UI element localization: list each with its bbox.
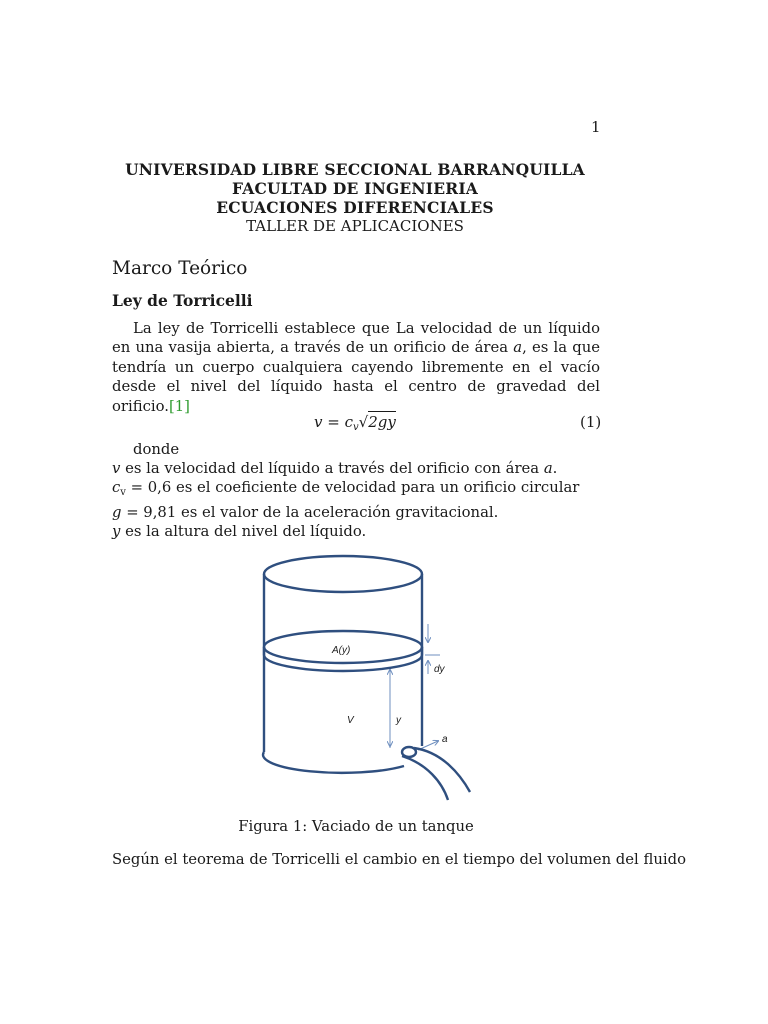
closing-text: Según el teorema de Torricelli el cambio en el tiempo del volumen del fluido [112, 851, 686, 868]
donde-label: donde [133, 441, 180, 458]
subsection-title: Ley de Torricelli [112, 291, 253, 310]
intro-text: La ley de Torricelli establece que La velocidad de un líquido en una vasija abierta, a través de un orificio de área [112, 320, 600, 357]
definitions-list [112, 440, 579, 541]
eq-sqrt-symbol: √ [358, 413, 369, 431]
label-area: A(y) [332, 645, 351, 656]
citation-link[interactable]: [1] [168, 397, 190, 415]
label-height: y [396, 715, 401, 726]
eq-radicand: 2gy [368, 413, 396, 431]
def-var-g: g [112, 503, 122, 521]
section-title: Marco Teórico [112, 258, 248, 279]
tank-top-ellipse [264, 556, 422, 592]
def-text-cv: = 0,6 es el coeficiente de velocidad para un orificio circular [125, 479, 580, 497]
torricelli-equation [314, 413, 396, 433]
tank-figure [252, 552, 482, 808]
header-course: ECUACIONES DIFERENCIALES [216, 198, 494, 217]
definition-v [112, 459, 579, 478]
jet-inner-curve [402, 756, 448, 800]
definition-g [112, 503, 579, 522]
label-dy: dy [434, 664, 445, 675]
tank-diagram [252, 552, 482, 804]
def-var-y: y [112, 522, 121, 540]
definition-cv [112, 478, 579, 502]
document-header [0, 160, 710, 236]
intro-text-2: , es la que tendría un cuerpo cualquiera cayendo libremente en el vacío desde el nivel del líquido hasta el centro de gravedad del orificio. [112, 339, 600, 415]
header-faculty: FACULTAD DE INGENIERIA [231, 179, 479, 198]
figure-caption: Figura 1: Vaciado de un tanque [238, 818, 474, 835]
eq-equals: = [322, 413, 345, 431]
tank-bottom-arc [263, 752, 404, 773]
def-var-c: c [112, 479, 121, 497]
def-text-g: = 9,81 es el valor de la aceleración gravitacional. [121, 503, 499, 521]
eq-lhs: v [314, 413, 323, 431]
def-end-v: . [552, 460, 558, 478]
def-text-y: es la altura del nivel del líquido. [120, 522, 367, 540]
label-volume: V [347, 715, 354, 726]
definition-y [112, 522, 579, 541]
intro-paragraph [112, 319, 600, 416]
def-sub-v: v [120, 487, 126, 499]
def-var-v: v [112, 460, 121, 478]
def-text-v: es la velocidad del líquido a través del orificio con área [120, 460, 544, 478]
eq-coef-sub: v [353, 422, 359, 433]
def-var-a: a [543, 460, 553, 478]
page-number: 1 [591, 118, 601, 136]
intro-var-a: a [513, 339, 523, 357]
label-orifice: a [442, 734, 448, 745]
equation-number: (1) [580, 413, 602, 431]
header-workshop: TALLER DE APLICACIONES [246, 217, 464, 235]
header-university: UNIVERSIDAD LIBRE SECCIONAL BARRANQUILLA [125, 160, 585, 179]
eq-coef: c [344, 413, 353, 431]
